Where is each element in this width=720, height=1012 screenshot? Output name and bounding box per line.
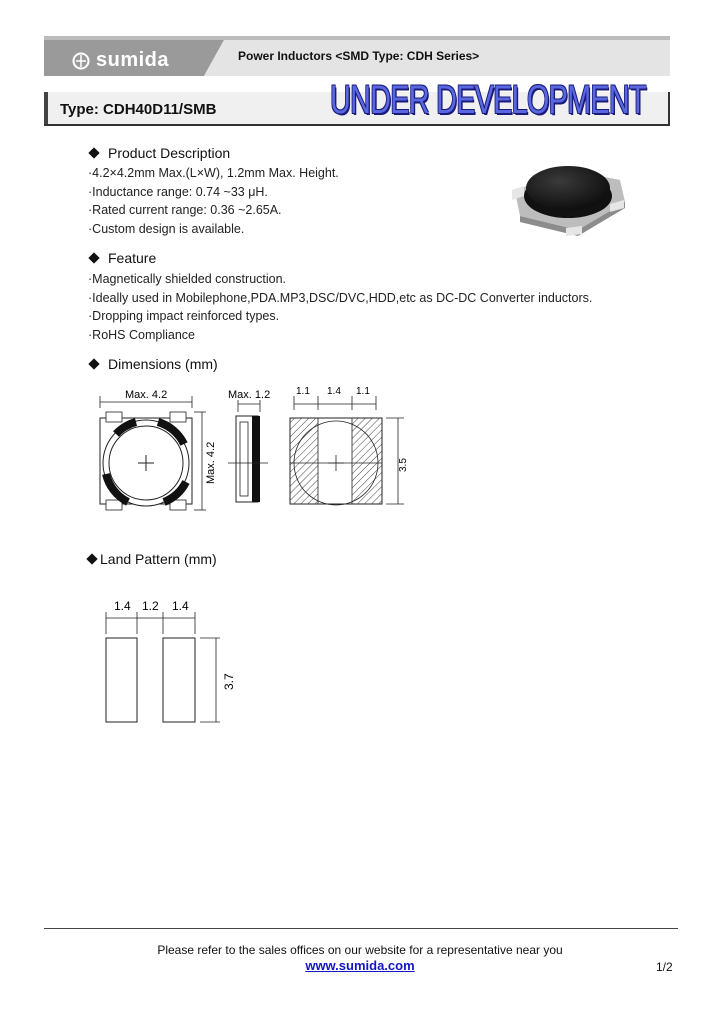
dimensions-drawing	[90, 382, 420, 517]
top-height-label: Max. 4.2	[205, 441, 217, 484]
diamond-bullet-icon	[86, 553, 97, 564]
brand-name: sumida	[96, 49, 170, 71]
bottom-view	[290, 386, 409, 505]
page-title: Power Inductors <SMD Type: CDH Series>	[238, 49, 480, 63]
top-width-label: Max. 4.2	[125, 389, 168, 401]
product-description-heading-text: Product Description	[108, 145, 231, 161]
bottom-height-label: 3.5	[398, 458, 409, 472]
dimensions-heading-text: Dimensions (mm)	[108, 356, 218, 372]
land-pattern-drawing	[100, 596, 250, 731]
top-view	[100, 389, 217, 510]
land-pattern-heading	[88, 551, 217, 567]
list-item: · Magnetically shielded construction.	[88, 270, 592, 289]
land-height-label: 3.7	[222, 673, 236, 690]
footer-divider	[44, 928, 678, 929]
list-item: · Custom design is available.	[88, 220, 339, 239]
sumida-logo-icon	[72, 52, 90, 70]
type-label: Type: CDH40D11/SMB	[60, 101, 217, 118]
bottom-w1-label: 1.1	[296, 386, 310, 397]
list-item: · Dropping impact reinforced types.	[88, 307, 592, 326]
list-item: · Ideally used in Mobilephone,PDA.MP3,DSC/DVC,HDD,etc as DC-DC Converter inductors.	[88, 289, 592, 308]
side-view	[228, 389, 270, 502]
list-item: · Inductance range: 0.74 ~33 μH.	[88, 183, 339, 202]
product-description-list	[88, 164, 339, 238]
footer-note: Please refer to the sales offices on our website for a representative near you	[157, 943, 563, 957]
product-photo	[500, 150, 640, 240]
feature-heading	[90, 250, 156, 266]
land-pattern-heading-text: Land Pattern (mm)	[100, 551, 217, 567]
bottom-w2-label: 1.4	[327, 386, 341, 397]
dimensions-heading	[90, 356, 218, 372]
page-number: 1/2	[656, 960, 673, 974]
land-w2-label: 1.2	[142, 599, 159, 613]
land-w1-label: 1.4	[114, 599, 131, 613]
product-description-heading	[90, 145, 230, 161]
list-item: · RoHS Compliance	[88, 326, 592, 345]
feature-list	[88, 270, 592, 344]
feature-heading-text: Feature	[108, 250, 157, 266]
under-development-stamp: UNDER DEVELOPMENT	[330, 78, 646, 122]
land-w3-label: 1.4	[172, 599, 189, 613]
diamond-bullet-icon	[88, 358, 99, 369]
side-width-label: Max. 1.2	[228, 389, 271, 401]
brand-logo-block	[72, 49, 169, 72]
bottom-w3-label: 1.1	[356, 386, 370, 397]
list-item: · Rated current range: 0.36 ~2.65A.	[88, 201, 339, 220]
list-item: · 4.2×4.2mm Max.(L×W), 1.2mm Max. Height.	[88, 164, 339, 183]
footer-website-link[interactable]: www.sumida.com	[305, 958, 415, 973]
diamond-bullet-icon	[88, 147, 99, 158]
diamond-bullet-icon	[88, 252, 99, 263]
